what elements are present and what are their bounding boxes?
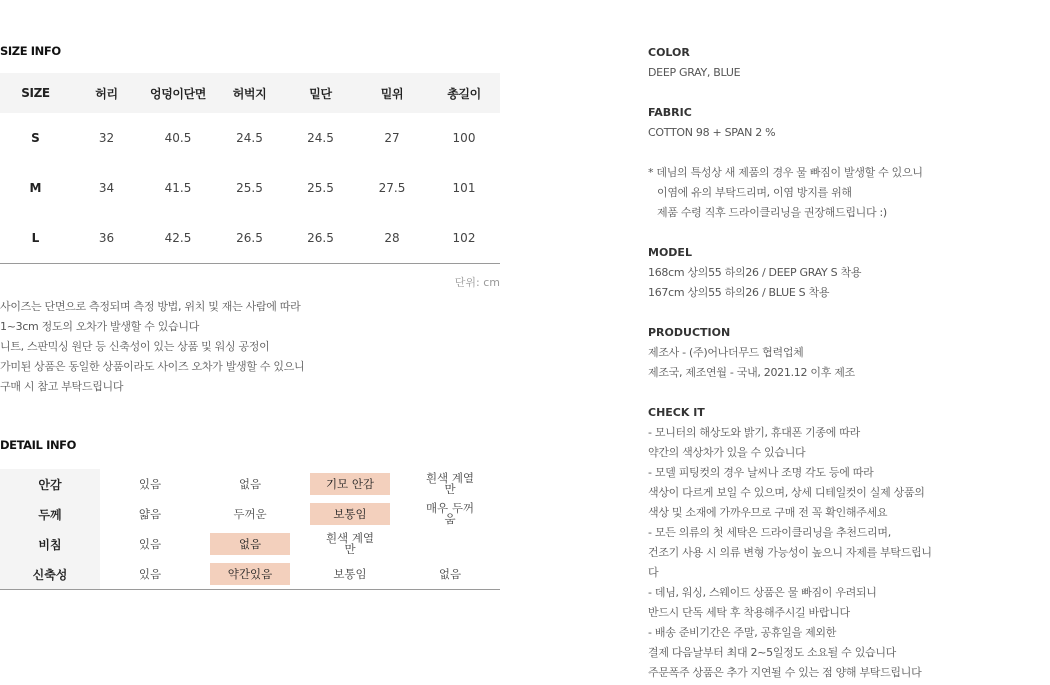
note-line: 사이즈는 단면으로 측정되며 측정 방법, 위치 및 재는 사람에 따라 <box>0 300 301 313</box>
table-cell: 25.5 <box>236 181 263 195</box>
unit-label: 단위: cm <box>454 276 500 289</box>
detail-option-selected: 보통임 <box>310 503 390 525</box>
check-line: 결제 다음날부터 최대 2~5일정도 소요될 수 있습니다 <box>648 646 897 659</box>
table-cell: 41.5 <box>164 181 192 195</box>
table-cell: 102 <box>428 213 500 264</box>
table-row <box>0 113 500 163</box>
production-line: 제조사 - (주)어나더무드 협력업체 <box>648 346 804 359</box>
size-info-title: SIZE INFO <box>0 44 61 58</box>
care-line: 이염에 유의 부탁드리며, 이염 방지를 위해 <box>657 186 852 199</box>
note-line: 구매 시 참고 부탁드립니다 <box>0 380 124 393</box>
size-cell: S <box>31 131 40 145</box>
table-cell: 27 <box>384 131 400 145</box>
detail-option: 흰색 계열만 <box>325 530 375 556</box>
detail-option: 두꺼운 <box>233 507 267 521</box>
table-cell: 32 <box>98 131 115 145</box>
check-it-section <box>648 403 1048 683</box>
fabric-title: FABRIC <box>648 106 692 119</box>
size-notes <box>0 297 304 397</box>
color-title: COLOR <box>648 46 690 59</box>
color-section <box>648 43 1048 83</box>
check-line: - 모니터의 해상도와 밝기, 휴대폰 기종에 따라 <box>648 426 860 439</box>
detail-option: 있음 <box>138 477 162 491</box>
detail-label: 신축성 <box>0 559 100 590</box>
table-cell: 42.5 <box>142 213 214 264</box>
detail-label: 두께 <box>0 499 100 529</box>
detail-label: 비침 <box>0 529 100 559</box>
detail-option: 없음 <box>238 477 262 491</box>
care-line: * 데님의 특성상 새 제품의 경우 물 빠짐이 발생할 수 있으니 <box>648 166 923 179</box>
table-cell: 40.5 <box>164 131 192 145</box>
model-line: 167cm 상의55 하의26 / BLUE S 착용 <box>648 286 830 299</box>
check-line: 색상 및 소재에 가까우므로 구매 전 꼭 확인해주세요 <box>648 506 888 519</box>
model-section <box>648 243 1048 303</box>
detail-table <box>0 469 500 590</box>
color-value: DEEP GRAY, BLUE <box>648 66 741 79</box>
table-cell: 36 <box>71 213 142 264</box>
check-line: 색상이 다르게 보일 수 있으며, 상세 디테일컷이 실제 상품의 <box>648 486 925 499</box>
header-length: 총길이 <box>428 73 500 113</box>
table-cell: 34 <box>98 181 115 195</box>
detail-row-stretch <box>0 559 500 590</box>
detail-option-selected: 없음 <box>210 533 290 555</box>
detail-option: 있음 <box>138 567 162 581</box>
header-size: SIZE <box>0 73 71 113</box>
note-line: 니트, 스판믹싱 원단 등 신축성이 있는 상품 및 워싱 공정이 <box>0 340 270 353</box>
detail-option: 없음 <box>438 567 462 581</box>
detail-label: 안감 <box>0 469 100 499</box>
detail-option: 보통임 <box>333 567 367 581</box>
note-line: 가미된 상품은 동일한 상품이라도 사이즈 오차가 발생할 수 있으니 <box>0 360 305 373</box>
check-line: 다 <box>648 566 659 579</box>
check-line: - 모든 의류의 첫 세탁은 드라이클리닝을 추천드리며, <box>648 526 891 539</box>
production-line: 제조국, 제조연월 - 국내, 2021.12 이후 제조 <box>648 366 855 379</box>
production-section <box>648 323 1048 383</box>
table-cell: 28 <box>356 213 428 264</box>
fabric-section <box>648 103 1048 223</box>
note-line: 1~3cm 정도의 오차가 발생할 수 있습니다 <box>0 320 200 333</box>
detail-row-lining <box>0 469 500 499</box>
model-title: MODEL <box>648 246 692 259</box>
production-title: PRODUCTION <box>648 326 731 339</box>
check-line: 약간의 색상차가 있을 수 있습니다 <box>648 446 806 459</box>
header-hip: 엉덩이단면 <box>142 73 214 113</box>
detail-option: 흰색 계열만 <box>425 470 475 496</box>
detail-row-thickness <box>0 499 500 529</box>
table-row <box>0 213 500 264</box>
table-row <box>0 163 500 213</box>
detail-option-selected: 기모 안감 <box>310 473 390 495</box>
check-line: - 모델 피팅컷의 경우 날씨나 조명 각도 등에 따라 <box>648 466 874 479</box>
check-line: 주문폭주 상품은 추가 지연될 수 있는 점 양해 부탁드립니다 <box>648 666 922 679</box>
header-waist: 허리 <box>71 73 142 113</box>
header-thigh: 허벅지 <box>214 73 285 113</box>
detail-option: 있음 <box>138 537 162 551</box>
check-line: - 데님, 워싱, 스웨이드 상품은 물 빠짐이 우려되니 <box>648 586 877 599</box>
fabric-value: COTTON 98 + SPAN 2 % <box>648 126 776 139</box>
size-table <box>0 73 500 264</box>
table-cell: 26.5 <box>214 213 285 264</box>
check-line: - 배송 준비기간은 주말, 공휴일을 제외한 <box>648 626 837 639</box>
check-it-title: CHECK IT <box>648 406 705 419</box>
table-cell: 27.5 <box>378 181 406 195</box>
table-cell: 26.5 <box>285 213 356 264</box>
model-line: 168cm 상의55 하의26 / DEEP GRAY S 착용 <box>648 266 862 279</box>
detail-row-sheerness <box>0 529 500 559</box>
detail-option: 얇음 <box>138 507 162 521</box>
size-cell: M <box>29 181 42 195</box>
size-table-header <box>0 73 500 113</box>
table-cell: 101 <box>452 181 476 195</box>
check-line: 반드시 단독 세탁 후 착용해주시길 바랍니다 <box>648 606 850 619</box>
detail-option-selected: 약간있음 <box>210 563 290 585</box>
detail-info-title: DETAIL INFO <box>0 438 76 452</box>
check-line: 건조기 사용 시 의류 변형 가능성이 높으니 자제를 부탁드립니 <box>648 546 932 559</box>
table-cell: 25.5 <box>307 181 334 195</box>
table-cell: 24.5 <box>236 131 263 145</box>
care-line: 제품 수령 직후 드라이클리닝을 권장해드립니다 :) <box>657 206 887 219</box>
table-cell: 100 <box>452 131 476 145</box>
header-rise: 밑위 <box>356 73 428 113</box>
table-cell: 24.5 <box>307 131 334 145</box>
size-cell: L <box>0 213 71 264</box>
header-hem: 밑단 <box>285 73 356 113</box>
detail-option: 매우 두꺼움 <box>425 500 475 526</box>
